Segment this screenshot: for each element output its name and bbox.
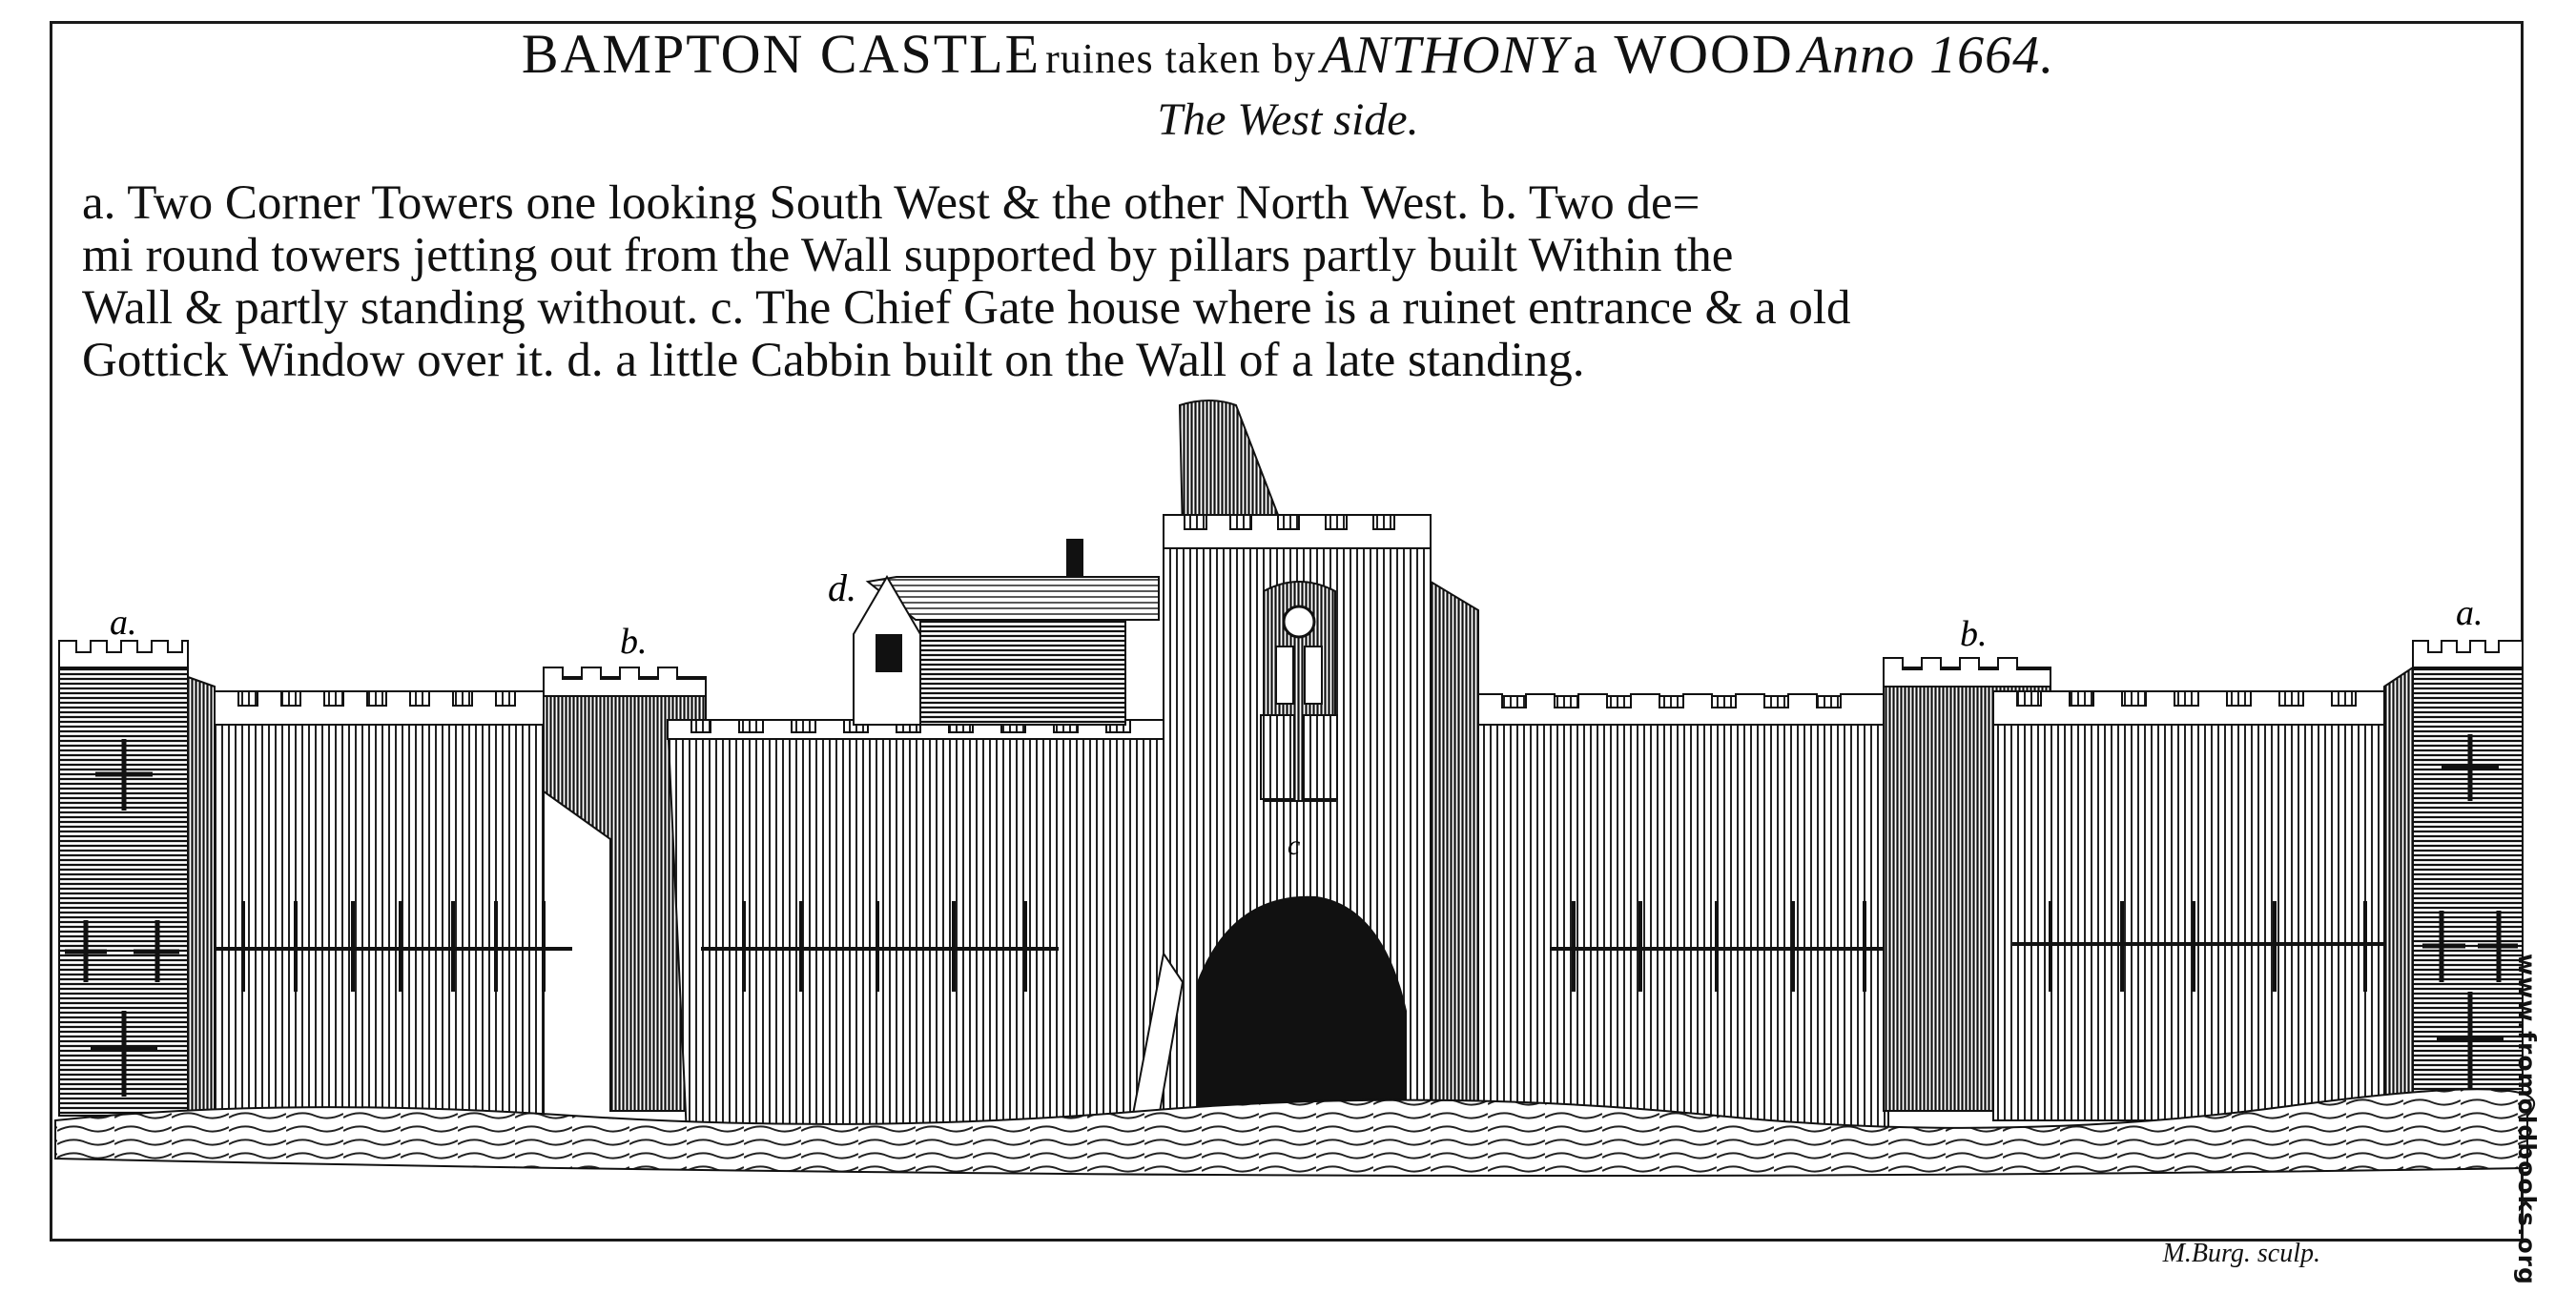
cabin-on-wall [854,539,1159,725]
right-centre-wall [1478,694,1898,1135]
watermark-url: www.fromoldbooks.org [2513,954,2541,1285]
legend-line-2: mi round towers jetting out from the Wall supported by pillars partly built Within the [82,229,1734,282]
label-b-right: b. [1960,614,1988,654]
title-bampton-castle: BAMPTON CASTLE [521,23,1041,85]
legend-line-4: Gottick Window over it. d. a little Cabbin built on the Wall of a late standing. [82,334,1585,387]
title-anno: Anno 1664. [1798,26,2055,85]
engraving-subtitle: The West side. [1157,94,1419,145]
label-d: d. [828,566,856,609]
title-ruines-taken-by: ruines taken by [1045,35,1316,82]
left-corner-tower [59,641,215,1116]
label-a-right: a. [2456,593,2483,633]
right-curtain-wall [1993,691,2413,1120]
left-centre-wall [668,720,1168,1135]
label-a-left: a. [110,603,137,643]
title-anthony: ANTHONY [1321,26,1569,85]
label-b-left: b. [620,622,648,662]
label-c: c [1288,830,1301,861]
engraver-signature: M.Burg. sculp. [2162,1239,2320,1268]
right-corner-tower [2384,641,2523,1116]
central-gate-house [1127,400,1478,1144]
title-a-wood: a WOOD [1573,23,1794,85]
left-curtain-wall [215,691,572,1120]
legend-line-3: Wall & partly standing without. c. The Chief Gate house where is a ruinet entrance & a old [82,281,1851,335]
legend-line-1: a. Two Corner Towers one looking South West & the other North West. b. Two de= [82,176,1700,230]
